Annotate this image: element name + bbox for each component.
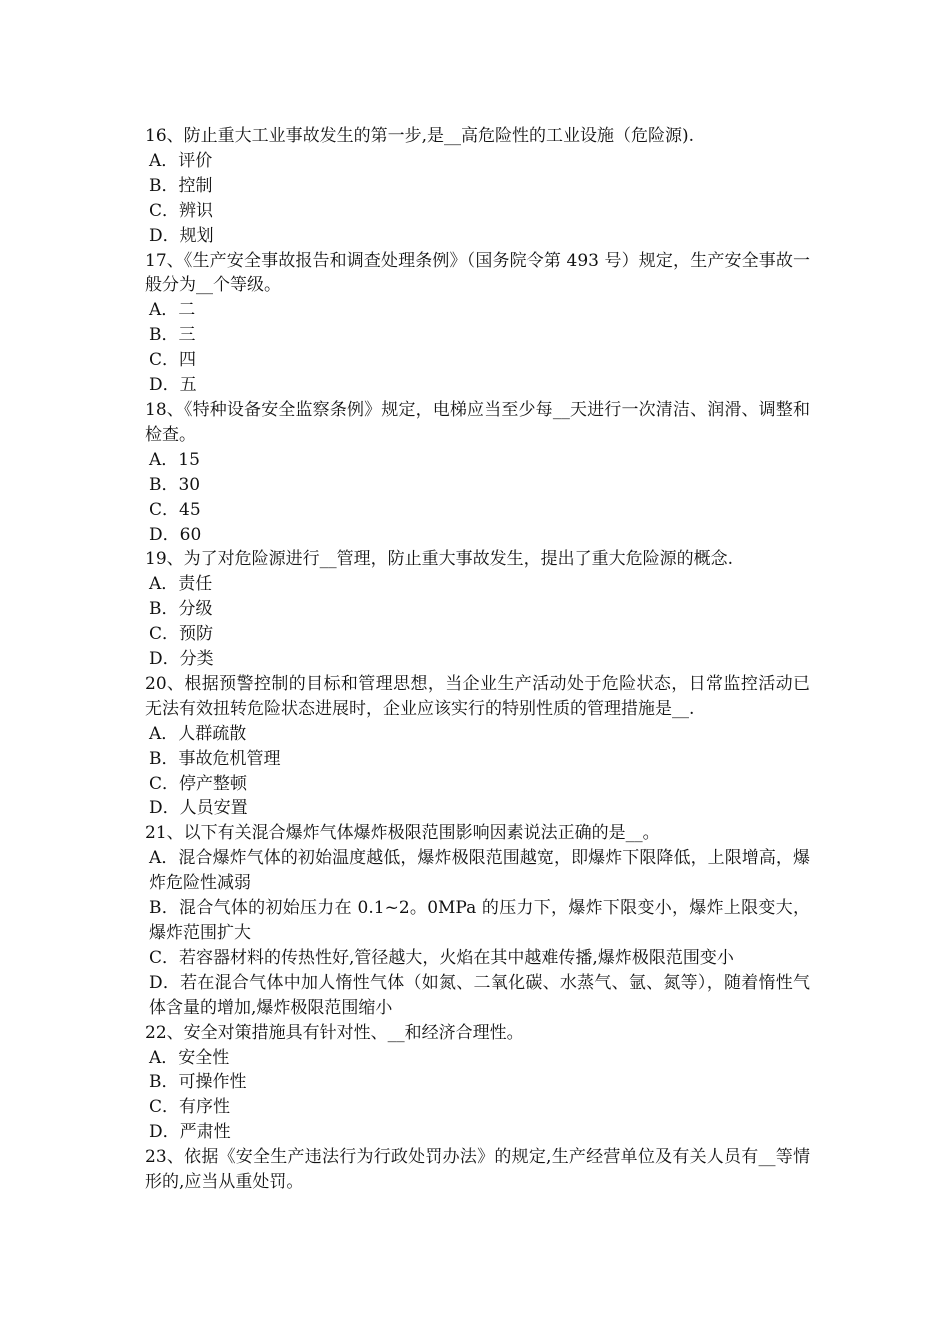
answer-option: B．控制 [149,175,213,196]
answer-option: A．安全性 [149,1047,230,1068]
question-stem: 16、防止重大工业事故发生的第一步,是__高危险性的工业设施（危险源). [145,126,695,146]
question-block [145,821,810,1020]
question-stem: 19、为了对危险源进行__管理，防止重大事故发生，提出了重大危险源的概念. [145,549,734,570]
answer-option: B．分级 [149,599,213,620]
answer-option: D．分类 [149,649,214,670]
question-stem: 18、《特种设备安全监察条例》规定，电梯应当至少每__天进行一次清洁、润滑、调整和检查。 [145,399,810,445]
answer-option: C．四 [149,350,197,371]
question-stem: 20、根据预警控制的目标和管理思想，当企业生产活动处于危险状态，日常监控活动已无法有效扭转危险状态进展时，企业应该实行的特别性质的管理措施是__. [145,673,810,719]
answer-option: D．严肃性 [149,1122,231,1143]
answer-option: A．人群疏散 [149,723,247,744]
question-stem: 17、《生产安全事故报告和调查处理条例》（国务院令第 493 号）规定，生产安全事故一般分为__个等级。 [145,250,810,296]
answer-option: B．三 [149,325,196,346]
document-body [145,124,810,1195]
answer-option: C．预防 [149,624,214,645]
question-block [145,1021,810,1146]
answer-option: C．停产整顿 [149,773,248,794]
answer-option: B．事故危机管理 [149,748,281,769]
answer-option: B．30 [149,474,201,495]
answer-option: B．混合气体的初始压力在 0.1~2。0MPa 的压力下，爆炸下限变小，爆炸上限变大，爆炸范围扩大 [149,898,810,943]
answer-option: D．规划 [149,225,214,246]
answer-option: A．15 [149,449,200,470]
question-block [145,672,810,821]
answer-option: D．人员安置 [149,798,248,819]
answer-option: C．辨识 [149,200,214,221]
question-stem: 21、以下有关混合爆炸气体爆炸极限范围影响因素说法正确的是__。 [145,823,660,844]
question-block [145,1145,810,1195]
answer-option: C．有序性 [149,1097,231,1118]
question-block [145,249,810,398]
question-block [145,547,810,672]
answer-option: B．可操作性 [149,1072,247,1093]
question-block [145,124,810,249]
question-block [145,398,810,547]
answer-option: D．60 [149,524,202,545]
question-stem: 23、依据《安全生产违法行为行政处罚办法》的规定,生产经营单位及有关人员有__等情形的,应当从重处罚。 [145,1147,810,1193]
answer-option: A．评价 [149,150,213,171]
answer-option: C．45 [149,499,201,520]
answer-option: A．混合爆炸气体的初始温度越低，爆炸极限范围越宽，即爆炸下限降低，上限增高，爆炸危险性减弱 [149,848,810,894]
question-stem: 22、安全对策措施具有针对性、__和经济合理性。 [145,1022,524,1043]
answer-option: A．二 [149,300,196,321]
answer-option: D．五 [149,375,197,396]
answer-option: A．责任 [149,574,213,595]
answer-option: C．若容器材料的传热性好,管径越大，火焰在其中越难传播,爆炸极限范围变小 [149,947,734,968]
answer-option: D．若在混合气体中加人惰性气体（如氮、二氧化碳、水蒸气、氩、氮等），随着惰性气体含量的增加,爆炸极限范围缩小 [149,972,810,1018]
